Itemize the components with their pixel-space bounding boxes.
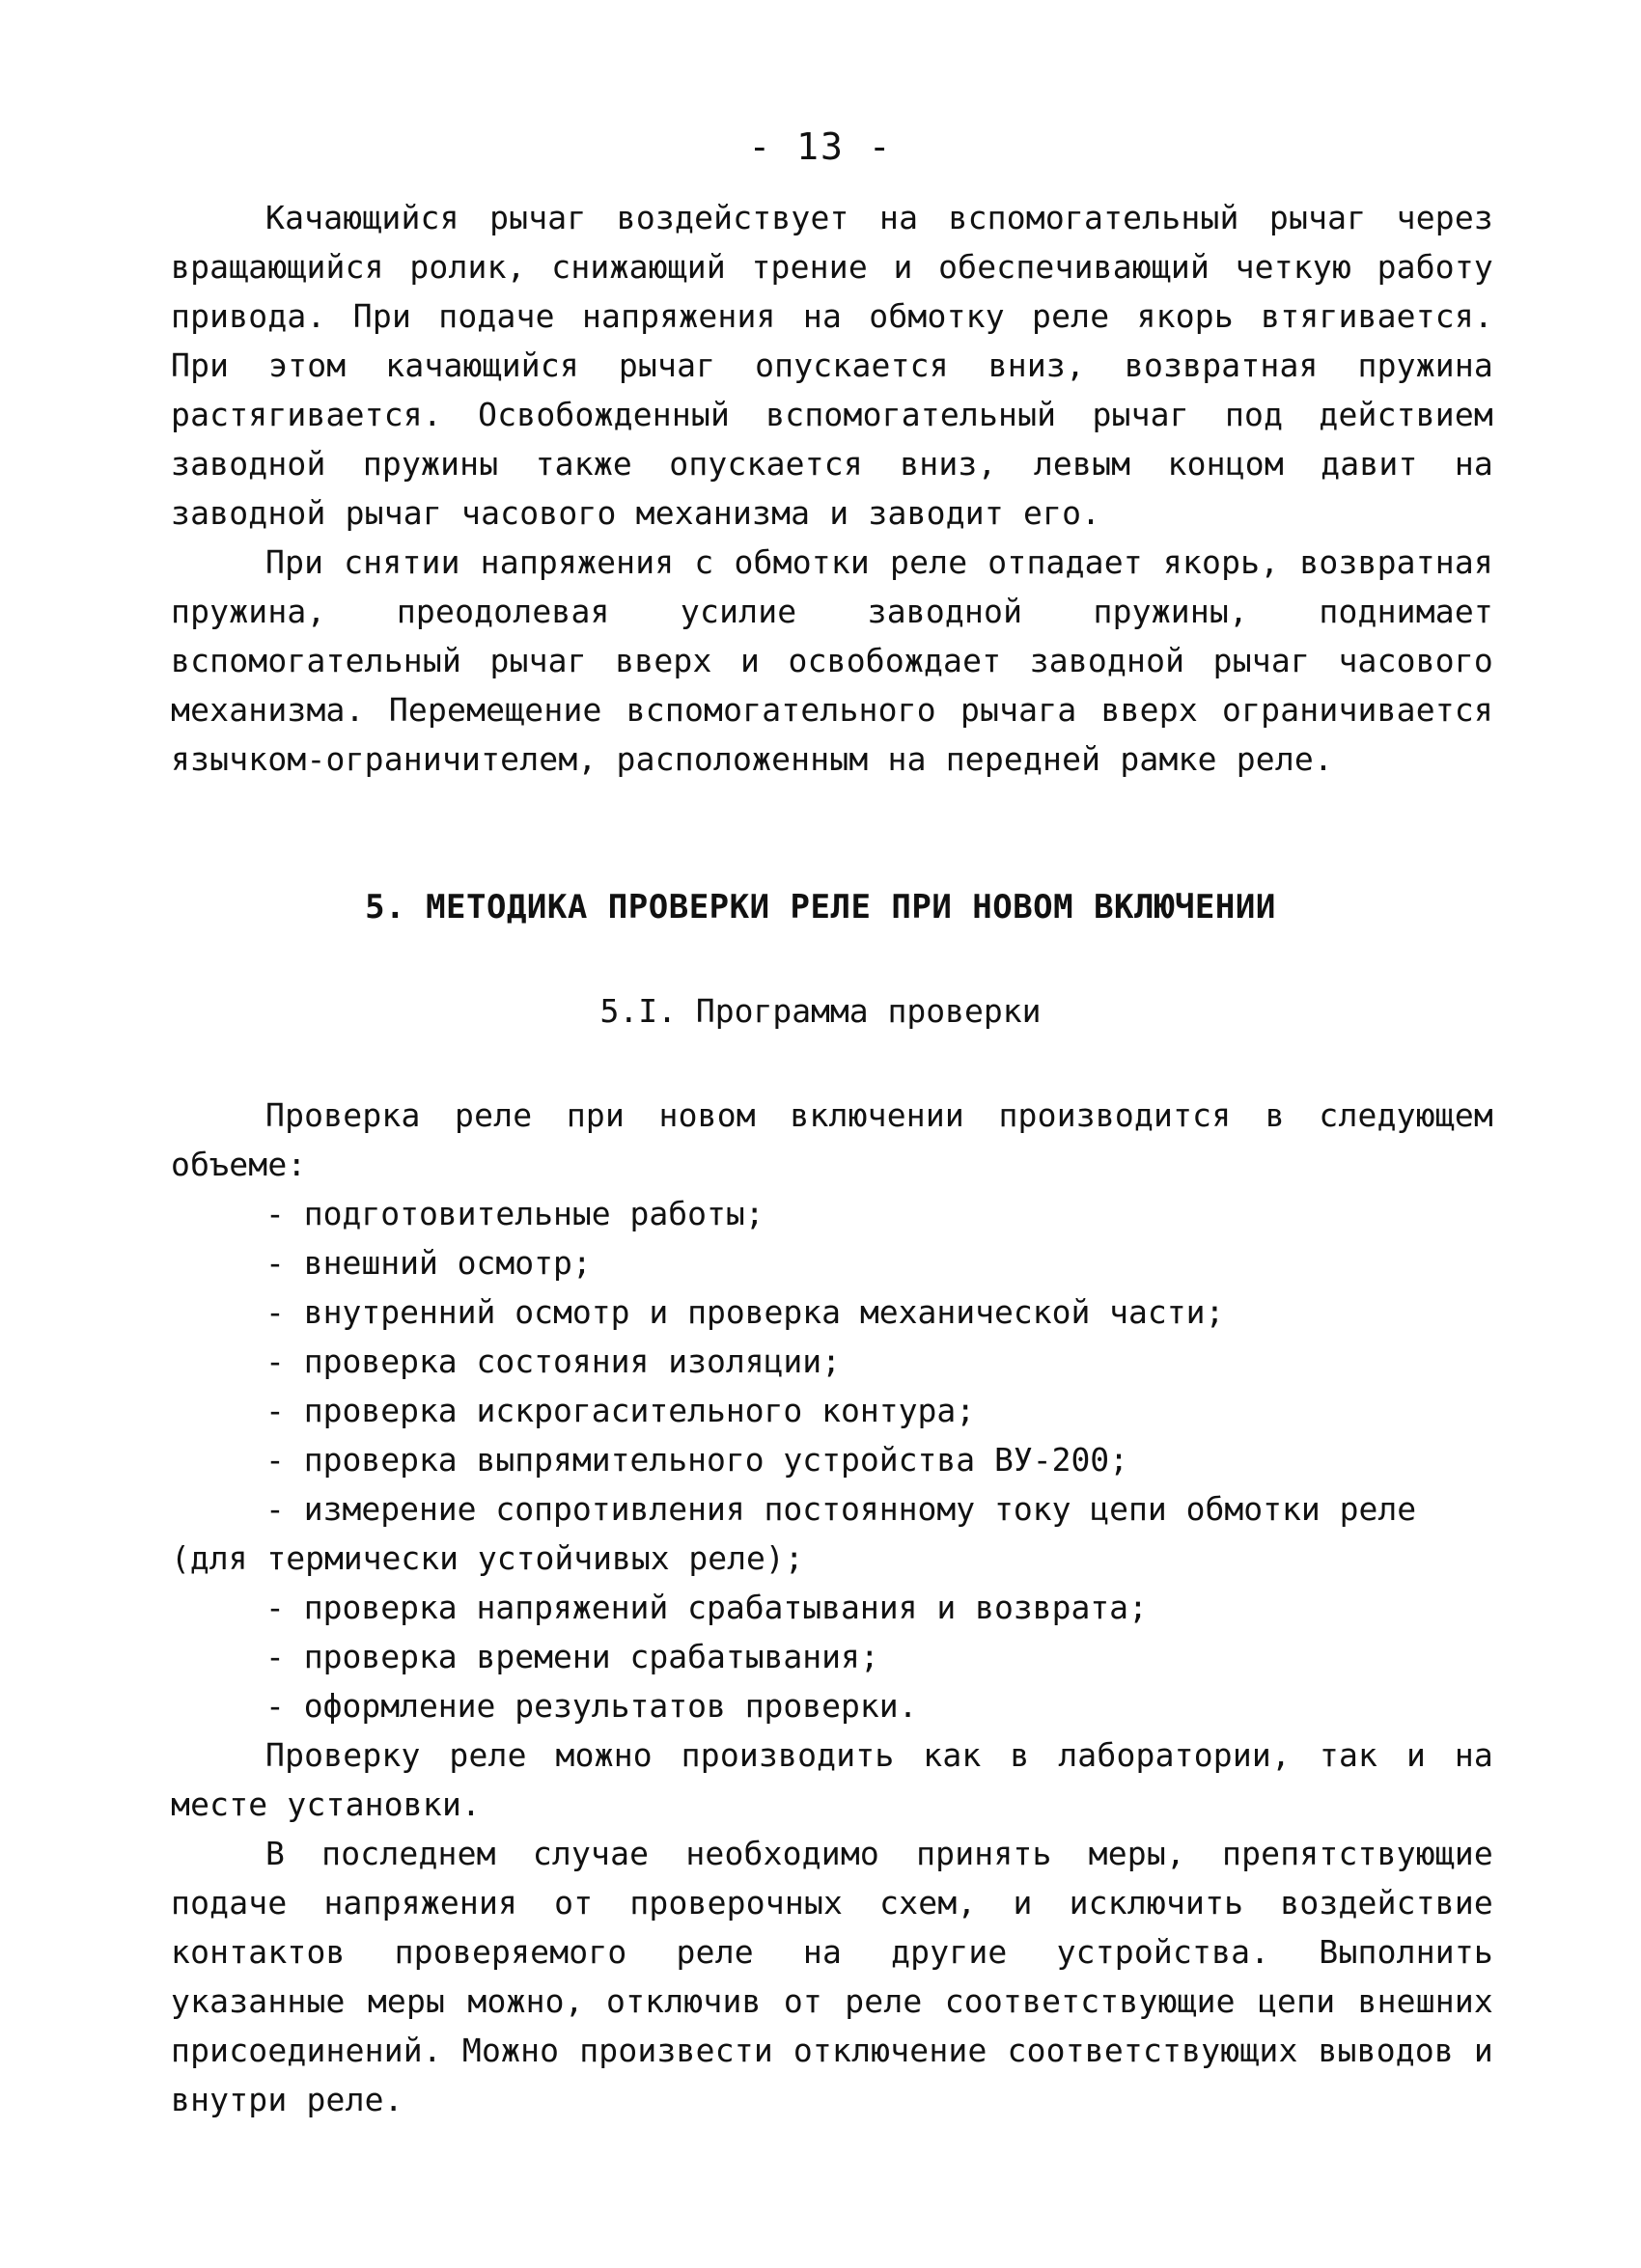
list-item: - проверка напряжений срабатывания и возврата; (265, 1589, 1148, 1626)
list-item: - внутренний осмотр и проверка механической части; (265, 1293, 1225, 1331)
intro-section (171, 193, 1493, 784)
page-number: - 13 - (748, 125, 893, 168)
subsection-heading: 5.I. Программа проверки (599, 992, 1042, 1030)
list-item: - измерение сопротивления постоянному току цепи обмотки реле (для термически устойчивых реле); (171, 1490, 1417, 1577)
intro-paragraph-1: Качающийся рычаг воздействует на вспомогательный рычаг через вращающийся ролик, снижающий трение и обеспечивающий четкую работу привода. При подаче напряжения на обмотку реле якорь втягивается. При этом качающийся рычаг опускается вниз, возвратная пружина растягивается. Освобожденный вспомогательный рычаг под действием заводной пружины также опускается вниз, левым концом давит на заводной рычаг часового механизма и заводит его. (171, 199, 1493, 532)
list-intro: Проверка реле при новом включении производится в следующем объеме: (171, 1096, 1493, 1183)
closing-paragraph-1: Проверку реле можно производить как в лаборатории, так и на месте установки. (171, 1736, 1493, 1823)
section-heading: 5. МЕТОДИКА ПРОВЕРКИ РЕЛЕ ПРИ НОВОМ ВКЛЮЧЕНИИ (365, 888, 1276, 927)
list-item: - проверка состояния изоляции; (265, 1342, 842, 1380)
check-list (171, 1189, 1493, 1730)
list-item: - проверка времени срабатывания; (265, 1638, 879, 1675)
list-item: - проверка выпрямительного устройства ВУ-200; (265, 1441, 1129, 1479)
list-item: - внешний осмотр; (265, 1244, 592, 1282)
program-section (171, 1091, 1493, 2124)
closing-paragraph-2: В последнем случае необходимо принять меры, препятствующие подаче напряжения от проверочных схем, и исключить воздействие контактов проверяемого реле на другие устройства. Выполнить указанные меры можно, отключив от реле соответствующие цепи внешних присоединений. Можно произвести отключение соответствующих выводов и внутри реле. (171, 1835, 1493, 2118)
list-item: - оформление результатов проверки. (265, 1687, 918, 1725)
list-item: - проверка искрогасительного контура; (265, 1392, 976, 1429)
list-item: - подготовительные работы; (265, 1195, 765, 1232)
intro-paragraph-2: При снятии напряжения с обмотки реле отпадает якорь, возвратная пружина, преодолевая усилие заводной пружины, поднимает вспомогательный рычаг вверх и освобождает заводной рычаг часового механизма. Перемещение вспомогательного рычага вверх ограничивается язычком-ограничителем, расположенным на передней рамке реле. (171, 543, 1493, 778)
